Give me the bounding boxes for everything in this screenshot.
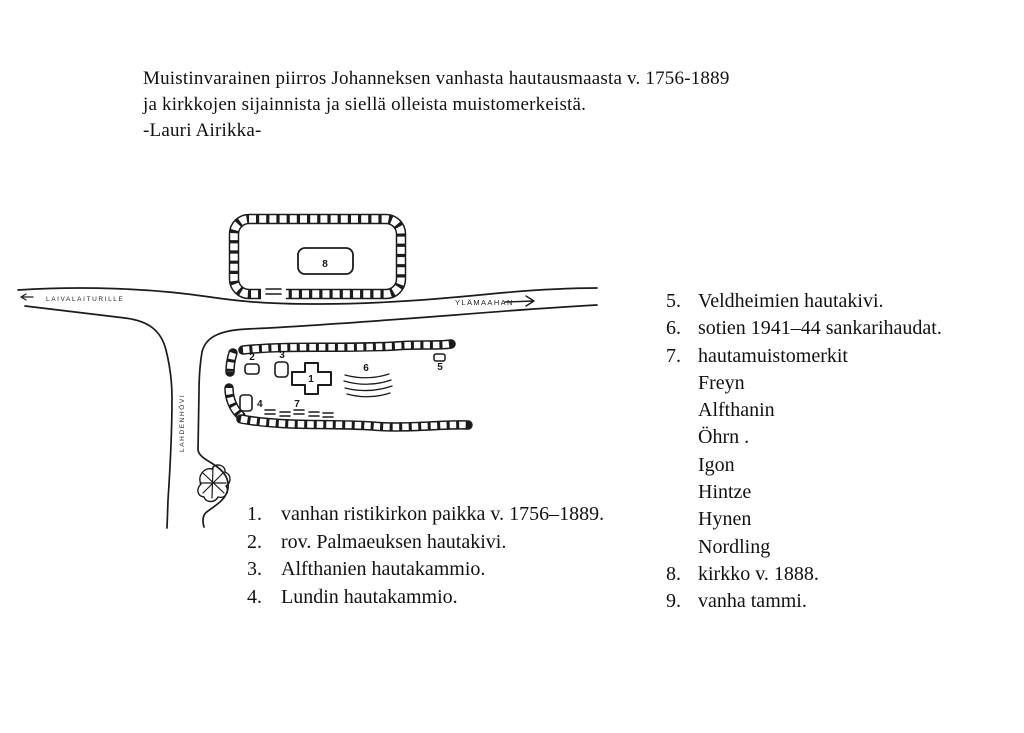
legend-item-number: 6. [666, 317, 681, 340]
legend-item-text: sotien 1941–44 sankarihaudat. [698, 317, 942, 340]
marker-6-label: 6 [363, 363, 369, 374]
legend-item-text: Igon [698, 453, 735, 476]
legend-item-number: 2. [247, 530, 262, 553]
document-title [143, 66, 730, 144]
legend-item-number [666, 452, 698, 479]
marker-5-label: 5 [437, 362, 443, 373]
legend-item-7-name-nordling [666, 534, 942, 561]
title-line-2: ja kirkkojen sijainnista ja siellä olleista muistomerkeistä. [143, 94, 587, 115]
legend-item-2 [247, 529, 604, 557]
marker-1-label: 1 [308, 374, 314, 385]
legend-item-number: 3. [247, 558, 262, 581]
legend-item-text: Lundin hautakammio. [281, 586, 458, 609]
marker-8-label: 8 [322, 259, 328, 270]
legend-item-text: Hynen [698, 508, 752, 531]
legend-item-text: Öhrn . [698, 426, 750, 449]
legend-item-9 [666, 588, 942, 615]
legend-item-text: Nordling [698, 535, 771, 558]
road-lower-right-and-vertical-right [198, 305, 597, 527]
legend-item-7-name-alfthanin [666, 397, 942, 424]
arrow-left-icon [21, 294, 33, 300]
legend-item-7-name-igon [666, 452, 942, 479]
marker-3-chamber [275, 362, 288, 377]
legend-item-number [666, 479, 698, 506]
legend-item-number [666, 534, 698, 561]
legend-item-text: rov. Palmaeuksen hautakivi. [281, 530, 507, 553]
title-line-1: Muistinvarainen piirros Johanneksen vanhasta hautausmaasta v. 1756-1889 [143, 68, 730, 89]
legend-item-text: vanha tammi. [698, 590, 807, 613]
legend-item-number [666, 424, 698, 451]
legend-item-text: kirkko v. 1888. [698, 562, 819, 585]
legend-item-7-name-hynen [666, 506, 942, 533]
legend-item-6 [666, 315, 942, 342]
churchyard-gate-gap [261, 284, 286, 301]
legend-item-7 [666, 343, 942, 370]
legend-item-text: vanhan ristikirkon paikka v. 1756–1889. [281, 503, 605, 525]
road-label-ylamaahan: YLÄMAAHAN [455, 298, 514, 307]
marker-4-label: 4 [257, 399, 263, 410]
legend-item-7-name-freyn [666, 370, 942, 397]
legend-item-number: 9. [666, 590, 681, 613]
legend-item-1 [247, 501, 604, 529]
marker-7-memorial-row [265, 410, 333, 417]
legend-item-number [666, 506, 698, 533]
marker-4-chamber [240, 395, 252, 411]
legend-item-number: 7. [666, 344, 681, 367]
legend-item-5 [666, 288, 942, 315]
legend-item-8 [666, 561, 942, 588]
marker-2-label: 2 [249, 352, 255, 363]
marker-7-label: 7 [294, 399, 300, 410]
legend-item-text: Veldheimien hautakivi. [698, 290, 884, 312]
title-line-3: -Lauri Airikka- [143, 120, 262, 141]
legend-item-text: Alfthanin [698, 399, 775, 422]
legend-item-text: hautamuistomerkit [698, 344, 848, 367]
road-label-lahdenhovi: LAHDENHÖVI [179, 393, 186, 452]
legend-item-number: 4. [247, 586, 262, 609]
legend-item-7-name-ohrn [666, 424, 942, 451]
legend-items-5-9 [666, 288, 942, 616]
road-label-laivalaiturille: LAIVALAITURILLE [46, 296, 125, 303]
marker-3-label: 3 [279, 350, 285, 361]
legend-item-number: 8. [666, 562, 681, 585]
legend-item-number [666, 397, 698, 424]
legend-item-text: Freyn [698, 371, 745, 394]
legend-item-7-name-hintze [666, 479, 942, 506]
legend-item-number [666, 370, 698, 397]
marker-2-gravestone [245, 364, 259, 374]
legend-item-text: Hintze [698, 481, 752, 504]
legend-item-4 [247, 584, 604, 612]
marker-6-war-graves-rows [344, 374, 392, 397]
legend-item-text: Alfthanien hautakammio. [281, 558, 486, 581]
legend-item-number: 5. [666, 290, 681, 312]
legend-item-3 [247, 556, 604, 584]
marker-5-gravestone [434, 354, 445, 361]
legend-item-number: 1. [247, 503, 262, 525]
legend-items-1-4 [247, 501, 604, 612]
old-oak-tree-icon [198, 465, 230, 501]
road-lower-left-and-vertical-left [25, 306, 172, 528]
